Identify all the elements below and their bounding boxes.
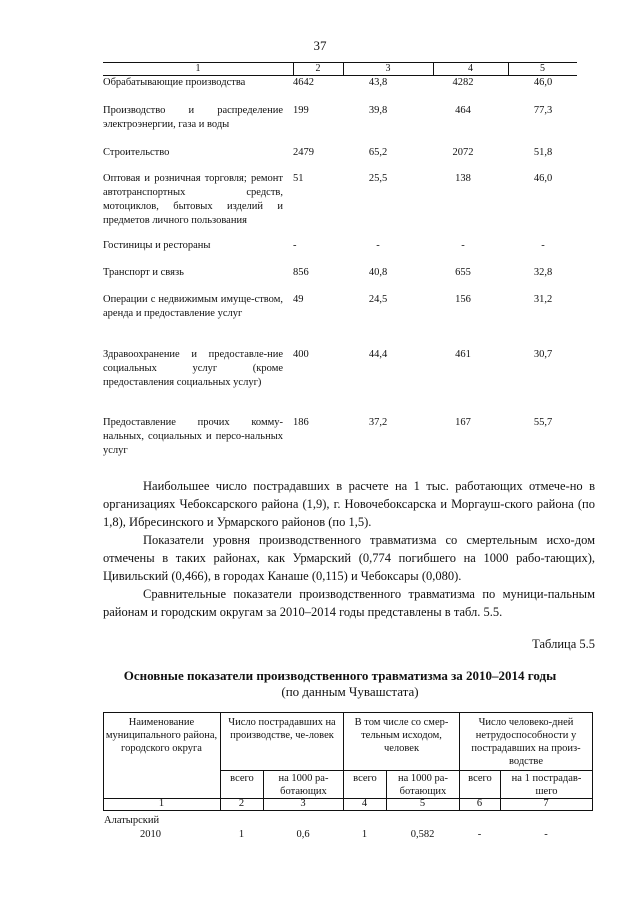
- row-value: 1: [361, 829, 368, 840]
- row-value: 856: [293, 267, 309, 278]
- row-value: 400: [293, 349, 309, 360]
- sub-per-injured: на 1 пострадав-шего: [511, 773, 582, 797]
- sub-per-1000: на 1000 ра-ботающих: [398, 773, 448, 797]
- sub-total: всего: [468, 773, 492, 784]
- row-value: 199: [293, 105, 309, 116]
- column-number: 2: [238, 798, 245, 809]
- table-header-row: [103, 62, 577, 76]
- row-name: Предоставление прочих комму-нальных, социальных и персо-нальных услуг: [103, 417, 283, 456]
- row-value: 0,6: [296, 829, 310, 840]
- column-number: 1: [158, 798, 165, 809]
- row-value: -: [293, 240, 297, 251]
- row-name: Строительство: [103, 147, 170, 158]
- row-value: 46,0: [533, 77, 553, 88]
- row-value: 55,7: [533, 417, 553, 428]
- sub-total: всего: [230, 773, 254, 784]
- column-number: 6: [476, 798, 483, 809]
- table-title: Основные показатели производственного травматизма за 2010–2014 годы: [123, 668, 557, 683]
- row-value: 40,8: [368, 267, 388, 278]
- row-name: Здравоохранение и предоставле-ние социальных услуг (кроме предоставления социальных услуг): [103, 349, 283, 388]
- sub-per-1000: на 1000 ра-ботающих: [278, 773, 329, 797]
- row-year: 2010: [140, 829, 161, 840]
- row-value: 0,582: [410, 829, 435, 840]
- row-value: 186: [293, 417, 309, 428]
- column-district: Наименование муниципального района, городского округа: [105, 717, 218, 754]
- row-value: 2479: [293, 147, 314, 158]
- row-value: 4282: [452, 77, 474, 88]
- row-value: 4642: [293, 77, 314, 88]
- row-value: 51: [293, 173, 304, 184]
- header-col-2: 2: [315, 63, 321, 74]
- district-table: [103, 712, 593, 820]
- row-value: -: [544, 829, 548, 840]
- row-name: Обрабатывающие производства: [103, 77, 246, 88]
- row-value: 43,8: [368, 77, 388, 88]
- paragraph: Показатели уровня производственного травматизма со смертельным исхо-дом отмечены в таких районах, как Урмарский (0,774 погибшего на 1000 рабо-тающих), Цивильский (0,466), в городах Канаше (0,115) и Чебоксары (0,080).: [103, 533, 595, 583]
- row-name: Оптовая и розничная торговля; ремонт автотранспортных средств, мотоциклов, бытовых изделий и предметов личного пользования: [103, 173, 283, 226]
- column-number: 7: [543, 798, 549, 809]
- row-value: 32,8: [533, 267, 553, 278]
- row-name: Производство и распределение электроэнергии, газа и воды: [103, 105, 283, 130]
- row-value: -: [477, 829, 482, 840]
- row-value: 1: [238, 829, 245, 840]
- row-name: Гостиницы и рестораны: [103, 240, 211, 251]
- row-value: 37,2: [368, 417, 388, 428]
- row-name: Операции с недвижимым имуще-ством, аренда и предоставление услуг: [103, 294, 283, 319]
- column-group-injured: Число пострадавших на производстве, че-ловек: [228, 717, 336, 741]
- row-value: 44,4: [368, 349, 388, 360]
- body-text: [103, 477, 595, 621]
- paragraph: Наибольшее число пострадавших в расчете на 1 тыс. работающих отмече-но в организациях Чебоксарского района (1,9), г. Новочебоксарска и Моргауш-ского района (по 1,8), Ибресинского и Урмарского районов (по 1,5).: [103, 479, 595, 529]
- row-value: 39,8: [368, 105, 388, 116]
- row-value: 49: [293, 294, 304, 305]
- table-label: Таблица 5.5: [532, 637, 595, 651]
- header-col-1: 1: [195, 63, 201, 74]
- column-number: 4: [361, 798, 368, 809]
- row-value: -: [461, 240, 465, 251]
- row-value: 156: [455, 294, 471, 305]
- page-number: 37: [313, 38, 327, 53]
- row-value: 138: [455, 173, 471, 184]
- row-value: 24,5: [368, 294, 388, 305]
- row-value: 25,5: [368, 173, 388, 184]
- row-value: 51,8: [533, 147, 553, 158]
- row-value: 464: [455, 105, 471, 116]
- row-value: 65,2: [368, 147, 388, 158]
- row-value: 461: [455, 349, 471, 360]
- row-value: -: [376, 240, 380, 251]
- row-value: 46,0: [533, 173, 553, 184]
- row-value: 31,2: [533, 294, 553, 305]
- header-col-4: 4: [468, 63, 473, 74]
- paragraph: Сравнительные показатели производственного травматизма по муници-пальным районам и городским округам за 2010–2014 годы представлены в табл. 5.5.: [103, 587, 595, 619]
- column-number: 3: [300, 798, 306, 809]
- row-value: 2072: [452, 147, 474, 158]
- row-name: Транспорт и связь: [103, 267, 184, 278]
- row-value: 77,3: [533, 105, 553, 116]
- column-number: 5: [419, 798, 426, 809]
- district-name: Алатырский: [104, 815, 160, 826]
- table-subtitle: (по данным Чувашстата): [281, 684, 419, 699]
- row-value: 30,7: [533, 349, 553, 360]
- row-value: -: [541, 240, 545, 251]
- industry-table: [103, 62, 577, 456]
- header-col-3: 3: [385, 63, 391, 74]
- header-col-5: 5: [540, 63, 545, 74]
- row-value: 167: [455, 417, 471, 428]
- row-value: 655: [455, 267, 471, 278]
- column-group-days: Число человеко-дней нетрудоспособности у пострадавших на произ-водстве: [471, 717, 581, 767]
- sub-total: всего: [353, 773, 377, 784]
- column-group-fatal: В том числе со смер-тельным исходом, человек: [354, 717, 449, 754]
